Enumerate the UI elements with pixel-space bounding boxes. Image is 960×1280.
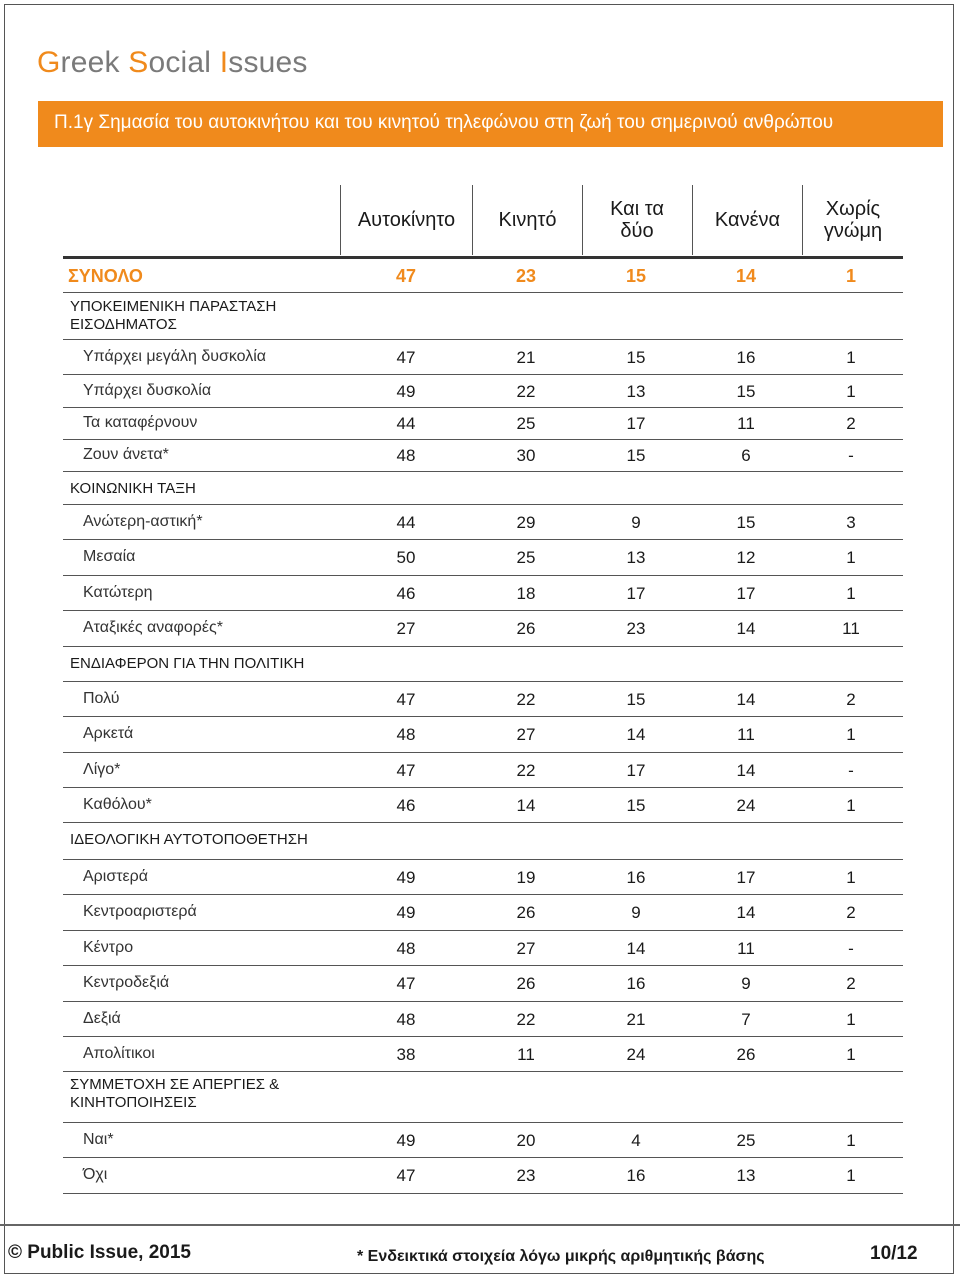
table-cell: 27 — [396, 619, 416, 638]
table-row — [63, 966, 903, 1002]
table-row — [63, 576, 903, 611]
section-label: ΙΔΕΟΛΟΓΙΚΗ ΑΥΤΟΤΟΠΟΘΕΤΗΣΗ — [70, 831, 308, 848]
row-label: Υπάρχει μεγάλη δυσκολία — [83, 348, 267, 365]
total-row — [63, 259, 903, 293]
table-cell: 11 — [842, 619, 860, 638]
row-label: Ναι* — [83, 1131, 114, 1148]
table-cell: 3 — [846, 513, 856, 532]
table-cell: 1 — [846, 1166, 856, 1185]
brand-title: Greek Social Issues — [37, 46, 308, 79]
section-label: ΣΥΜΜΕΤΟΧΗ ΣΕ ΑΠΕΡΓΙΕΣ & ΚΙΝΗΤΟΠΟΙΗΣΕΙΣ — [70, 1076, 280, 1111]
table-row — [63, 408, 903, 440]
table-cell: 26 — [516, 619, 536, 638]
header-divider — [582, 185, 583, 255]
table-cell: 48 — [396, 939, 416, 958]
row-label: Κεντροαριστερά — [83, 903, 197, 920]
table-cell: 47 — [396, 974, 416, 993]
row-label: ΣΥΝΟΛΟ — [68, 266, 143, 286]
table-cell: 11 — [737, 725, 755, 744]
table-row — [63, 1002, 903, 1037]
table-cell: 17 — [626, 414, 646, 433]
table-cell: 50 — [396, 548, 416, 567]
table-cell: 14 — [736, 903, 756, 922]
table-cell: 1 — [846, 1010, 856, 1029]
table-cell: 15 — [626, 446, 646, 465]
table-cell: 46 — [396, 584, 416, 603]
table-row — [63, 340, 903, 375]
table-cell: 1 — [846, 725, 856, 744]
table-cell: 49 — [396, 382, 416, 401]
table-cell: 16 — [626, 1166, 646, 1185]
table-cell: 15 — [736, 513, 756, 532]
table-cell: 13 — [626, 548, 646, 567]
table-cell: 47 — [395, 266, 417, 286]
table-cell: - — [848, 446, 854, 465]
table-cell: 1 — [846, 382, 856, 401]
table-cell: 49 — [396, 1131, 416, 1150]
table-cell: 13 — [626, 382, 646, 401]
table-row — [63, 375, 903, 408]
table-cell: 14 — [735, 266, 757, 286]
row-label: Τα καταφέρνουν — [83, 414, 198, 431]
footer-rule — [0, 1224, 960, 1226]
table-cell: 1 — [846, 1045, 856, 1064]
row-label: Λίγο* — [83, 761, 121, 778]
row-label: Μεσαία — [83, 548, 136, 565]
table-cell: 27 — [516, 725, 536, 744]
table-cell: 26 — [516, 903, 536, 922]
title-banner — [38, 101, 943, 147]
table-cell: 1 — [845, 266, 856, 286]
table-cell: 9 — [741, 974, 751, 993]
table-cell: 17 — [626, 584, 646, 603]
table-row — [63, 440, 903, 472]
table-cell: 18 — [516, 584, 536, 603]
row-label: Αταξικές αναφορές* — [83, 619, 223, 636]
column-header-both: Και τα δύο — [610, 198, 664, 242]
table-cell: 47 — [396, 690, 416, 709]
table-cell: 9 — [631, 513, 641, 532]
table-cell: 4 — [631, 1131, 641, 1150]
table-cell: 15 — [625, 266, 647, 286]
table-cell: 46 — [396, 796, 416, 815]
table-row — [63, 788, 903, 823]
section-label: ΕΝΔΙΑΦΕΡΟΝ ΓΙΑ ΤΗΝ ΠΟΛΙΤΙΚΗ — [70, 655, 305, 672]
table-cell: 20 — [516, 1131, 536, 1150]
table-cell: 14 — [736, 690, 756, 709]
table-cell: 1 — [846, 584, 856, 603]
table-row — [63, 682, 903, 717]
table-cell: 30 — [516, 446, 536, 465]
table-cell: 11 — [737, 939, 755, 958]
table-cell: - — [848, 761, 854, 780]
table-cell: 14 — [736, 761, 756, 780]
table-cell: 23 — [516, 1166, 536, 1185]
table-cell: 48 — [396, 446, 416, 465]
row-label: Όχι — [83, 1166, 108, 1183]
table-cell: 49 — [396, 868, 416, 887]
table-row — [63, 1037, 903, 1072]
table-cell: 2 — [846, 414, 856, 433]
table-cell: 25 — [516, 414, 536, 433]
table-row — [63, 540, 903, 576]
row-label: Υπάρχει δυσκολία — [83, 382, 212, 399]
row-label: Κέντρο — [83, 939, 134, 956]
row-label: Αριστερά — [83, 868, 149, 885]
table-row — [63, 753, 903, 788]
table-cell: 47 — [396, 761, 416, 780]
column-header-no-opinion: Χωρίς γνώμη — [823, 198, 883, 242]
row-label: Δεξιά — [83, 1010, 121, 1027]
table-cell: 23 — [515, 266, 537, 286]
table-cell: 13 — [736, 1166, 756, 1185]
section-header-row — [63, 823, 903, 860]
table-cell: 24 — [736, 796, 756, 815]
table-cell: 29 — [516, 513, 536, 532]
table-row — [63, 1158, 903, 1194]
row-label: Καθόλου* — [83, 796, 152, 813]
table-cell: 25 — [516, 548, 536, 567]
table-cell: 7 — [741, 1010, 751, 1029]
table-cell: 48 — [396, 1010, 416, 1029]
table-cell: 14 — [626, 939, 646, 958]
table-cell: 15 — [626, 348, 646, 367]
section-header-row — [63, 1072, 903, 1123]
table-cell: 49 — [396, 903, 416, 922]
table-cell: 21 — [626, 1010, 646, 1029]
table-row — [63, 1123, 903, 1158]
table-cell: 16 — [626, 868, 646, 887]
table-cell: 26 — [736, 1045, 756, 1064]
table-cell: 27 — [516, 939, 536, 958]
table-cell: 38 — [396, 1045, 416, 1064]
row-label: Πολύ — [83, 690, 120, 707]
table-cell: 16 — [736, 348, 756, 367]
table-cell: 23 — [626, 619, 646, 638]
table-cell: 1 — [846, 1131, 856, 1150]
table-cell: 14 — [626, 725, 646, 744]
table-row — [63, 611, 903, 647]
section-header-row — [63, 294, 903, 340]
table-cell: 2 — [846, 903, 856, 922]
table-cell: 1 — [846, 796, 856, 815]
table-cell: 17 — [736, 584, 756, 603]
footer-copyright: © Public Issue, 2015 — [8, 1242, 191, 1263]
table-row — [63, 717, 903, 753]
section-header-row — [63, 472, 903, 505]
table-cell: 47 — [396, 1166, 416, 1185]
table-cell: 11 — [517, 1045, 535, 1064]
table-cell: 12 — [736, 548, 756, 567]
table-cell: 6 — [741, 446, 751, 465]
table-cell: 48 — [396, 725, 416, 744]
section-header-row — [63, 647, 903, 682]
table-cell: 14 — [516, 796, 536, 815]
table-cell: 26 — [516, 974, 536, 993]
table-cell: 44 — [396, 513, 416, 532]
row-label: Κατώτερη — [83, 584, 153, 601]
table-cell: 1 — [846, 548, 856, 567]
table-cell: 17 — [626, 761, 646, 780]
row-label: Αρκετά — [83, 725, 134, 742]
table-cell: 17 — [736, 868, 756, 887]
column-header-car: Αυτοκίνητο — [357, 209, 456, 231]
table-row — [63, 505, 903, 540]
table-cell: 15 — [736, 382, 756, 401]
row-label: Κεντροδεξιά — [83, 974, 170, 991]
table-cell: 44 — [396, 414, 416, 433]
page-number: 10/12 — [870, 1243, 918, 1264]
table-cell: 11 — [737, 414, 755, 433]
table-cell: - — [848, 939, 854, 958]
column-header-mobile: Κινητό — [498, 209, 557, 231]
header-divider — [802, 185, 803, 255]
section-label: ΚΟΙΝΩΝΙΚΗ ΤΑΞΗ — [70, 480, 196, 497]
table-cell: 21 — [516, 348, 536, 367]
table-row — [63, 895, 903, 931]
table-cell: 22 — [516, 1010, 536, 1029]
table-cell: 1 — [846, 348, 856, 367]
row-label: Απολίτικοι — [83, 1045, 155, 1062]
column-header-none: Κανένα — [714, 209, 781, 231]
table-cell: 47 — [396, 348, 416, 367]
table-cell: 2 — [846, 974, 856, 993]
section-label: ΥΠΟΚΕΙΜΕΝΙΚΗ ΠΑΡΑΣΤΑΣΗ ΕΙΣΟΔΗΜΑΤΟΣ — [70, 298, 277, 333]
table-row — [63, 931, 903, 966]
row-label: Ζουν άνετα* — [83, 446, 169, 463]
table-cell: 2 — [846, 690, 856, 709]
table-cell: 24 — [626, 1045, 646, 1064]
table-cell: 14 — [736, 619, 756, 638]
table-row — [63, 860, 903, 895]
footer-note: * Ενδεικτικά στοιχεία λόγω μικρής αριθμητικής βάσης — [357, 1248, 765, 1265]
table-cell: 19 — [516, 868, 536, 887]
table-cell: 22 — [516, 382, 536, 401]
table-cell: 15 — [626, 690, 646, 709]
table-cell: 22 — [516, 690, 536, 709]
table-cell: 22 — [516, 761, 536, 780]
table-cell: 9 — [631, 903, 641, 922]
banner-title: Π.1γ Σημασία του αυτοκινήτου και του κινητού τηλεφώνου στη ζωή του σημερινού ανθρώπου — [54, 112, 834, 133]
table-cell: 1 — [846, 868, 856, 887]
table-cell: 15 — [626, 796, 646, 815]
table-cell: 25 — [736, 1131, 756, 1150]
row-label: Ανώτερη-αστική* — [83, 513, 203, 530]
table-cell: 16 — [626, 974, 646, 993]
